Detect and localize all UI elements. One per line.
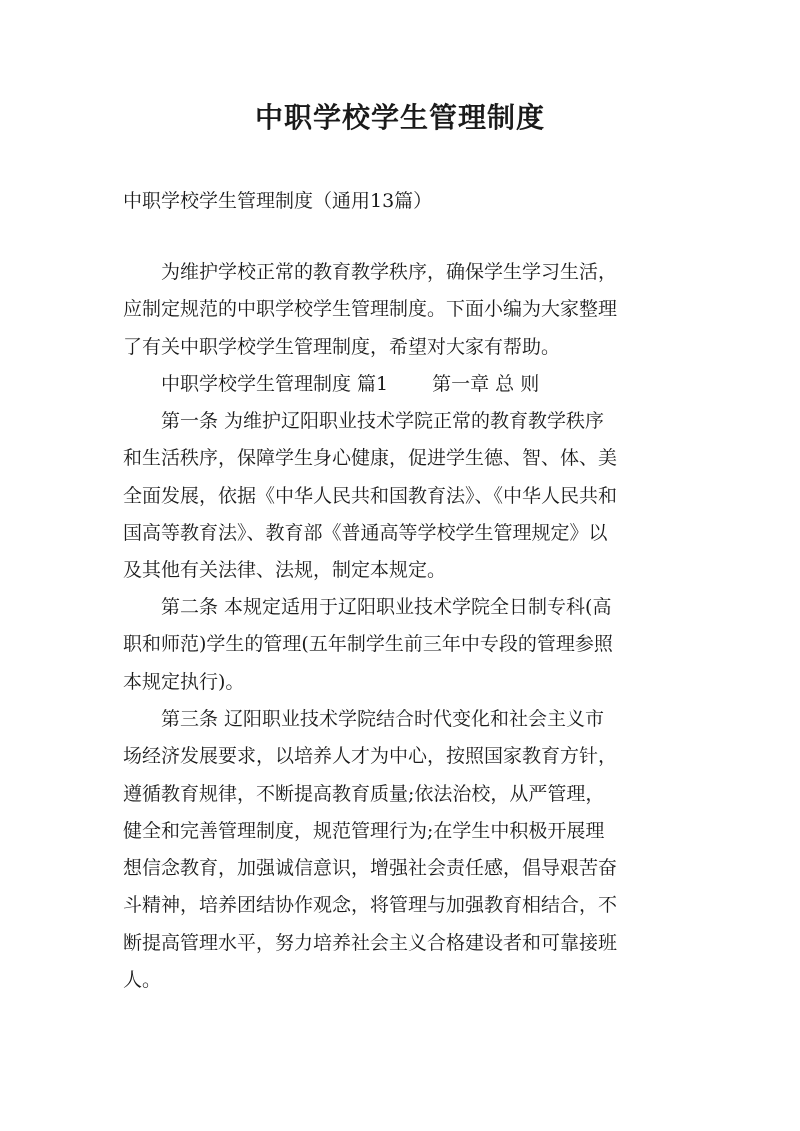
part-heading: 中职学校学生管理制度 篇1 xyxy=(123,373,389,395)
article-3-paragraph xyxy=(123,701,683,999)
text-line: 人。 xyxy=(123,969,162,992)
text-line: 国高等教育法》、教育部《普通高等学校学生管理规定》以 xyxy=(123,521,608,544)
document-subtitle: 中职学校学生管理制度（通用13篇） xyxy=(123,190,433,212)
text-line: 断提高管理水平，努力培养社会主义合格建设者和可靠接班 xyxy=(123,931,618,954)
text-line: 遵循教育规律，不断提高教育质量;依法治校，从严管理， xyxy=(123,782,605,805)
text-line: 了有关中职学校学生管理制度，希望对大家有帮助。 xyxy=(123,335,561,358)
chapter-heading: 第一章 总 则 xyxy=(432,373,540,395)
text-line: 第二条 本规定适用于辽阳职业技术学院全日制专科(高 xyxy=(123,596,612,618)
text-line: 第三条 辽阳职业技术学院结合时代变化和社会主义市 xyxy=(123,708,605,730)
article-1-paragraph xyxy=(123,403,683,589)
section-heading-line xyxy=(123,366,683,403)
page-title: 中职学校学生管理制度 xyxy=(254,101,545,134)
section-heading xyxy=(123,366,683,403)
text-line: 想信念教育，加强诚信意识，增强社会责任感，倡导艰苦奋 xyxy=(123,857,618,880)
text-line: 为维护学校正常的教育教学秩序，确保学生学习生活， xyxy=(123,261,618,283)
text-line: 健全和完善管理制度，规范管理行为;在学生中积极开展理 xyxy=(123,819,605,842)
text-line: 及其他有关法律、法规，制定本规定。 xyxy=(123,559,447,582)
text-line: 第一条 为维护辽阳职业技术学院正常的教育教学秩序 xyxy=(123,410,605,432)
text-line: 场经济发展要求，以培养人才为中心，按照国家教育方针， xyxy=(123,745,618,768)
text-line: 本规定执行)。 xyxy=(123,670,245,693)
text-line: 全面发展，依据《中华人民共和国教育法》、《中华人民共和 xyxy=(123,484,618,507)
text-line: 和生活秩序，保障学生身心健康，促进学生德、智、体、美 xyxy=(123,447,618,470)
text-line: 职和师范)学生的管理(五年制学生前三年中专段的管理参照 xyxy=(123,633,613,656)
text-line: 斗精神，培养团结协作观念，将管理与加强教育相结合，不 xyxy=(123,894,618,917)
intro-paragraph xyxy=(123,254,683,366)
text-line: 应制定规范的中职学校学生管理制度。下面小编为大家整理 xyxy=(123,298,618,321)
article-2-paragraph xyxy=(123,589,683,701)
